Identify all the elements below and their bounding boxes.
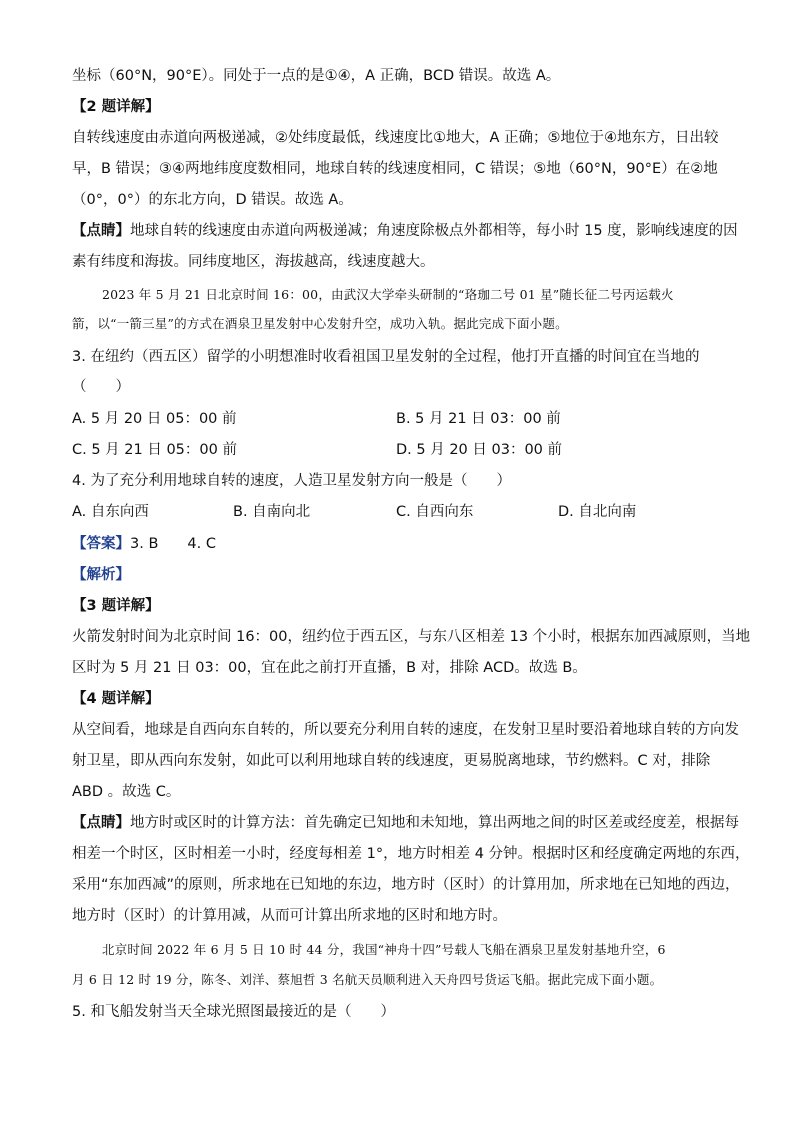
text-line: 相差一个时区，区时相差一小时，经度每相差 1°，地方时相差 4 分钟。根据时区和经度确定两地的东西， <box>72 846 750 862</box>
tip-text: 地方时或区时的计算方法：首先确定已知地和未知地，算出两地之间的时区差或经度差，根据每 <box>130 815 739 831</box>
answer-tag: 【答案】 <box>72 536 130 552</box>
section-heading: 【3 题详解】 <box>72 598 160 614</box>
q4-option-a: A. 自东向西 <box>72 504 149 520</box>
text-line: 区时为 5 月 21 日 03：00，宜在此之前打开直播，B 对，排除 ACD。故选 B。 <box>72 660 587 676</box>
text-line: 采用“东加西减”的原则，所求地在已知地的东边，地方时（区时）的计算用加，所求地在已知地的西边， <box>72 877 740 893</box>
analysis-heading: 【解析】 <box>72 567 130 583</box>
section-heading: 【4 题详解】 <box>72 691 160 707</box>
q3-option-a: A. 5 月 20 日 05：00 前 <box>72 411 237 427</box>
material-line: 箭，以“一箭三星”的方式在酒泉卫星发射中心发射升空，成功入轨。据此完成下面小题。 <box>72 316 568 331</box>
tip-line <box>72 813 739 833</box>
q4-option-c: C. 自西向东 <box>396 504 474 520</box>
text-line: 坐标（60°N，90°E）。同处于一点的是①④，A 正确，BCD 错误。故选 A。 <box>72 68 561 84</box>
question-4: 4. 为了充分利用地球自转的速度，人造卫星发射方向一般是（ ） <box>72 473 511 489</box>
material-line: 2023 年 5 月 21 日北京时间 16：00，由武汉大学牵头研制的“珞珈二号 01 星”随长征二号丙运载火 <box>102 287 674 302</box>
q4-option-d: D. 自北向南 <box>558 504 637 520</box>
question-3-bracket: （ ） <box>72 379 130 395</box>
material-line: 北京时间 2022 年 6 月 5 日 10 时 44 分，我国“神舟十四”号载人飞船在酒泉卫星发射基地升空，6 <box>102 942 666 957</box>
tip-tag: 【点睛】 <box>72 223 130 239</box>
q3-option-c: C. 5 月 21 日 05：00 前 <box>72 442 237 458</box>
section-heading: 【2 题详解】 <box>72 99 160 115</box>
answer-text: 3. B 4. C <box>130 536 216 552</box>
text-line: 火箭发射时间为北京时间 16：00，纽约位于西五区，与东八区相差 13 个小时，根据东加西减原则，当地 <box>72 629 751 645</box>
tip-tag: 【点睛】 <box>72 815 130 831</box>
question-5: 5. 和飞船发射当天全球光照图最接近的是（ ） <box>72 1004 395 1020</box>
text-line: （0°，0°）的东北方向，D 错误。故选 A。 <box>72 192 353 208</box>
text-line: 早，B 错误；③④两地纬度度数相同，地球自转的线速度相同，C 错误；⑤地（60°N，90°E）在②地 <box>72 161 718 177</box>
q3-option-d: D. 5 月 20 日 03：00 前 <box>396 442 563 458</box>
material-line: 月 6 日 12 时 19 分，陈冬、刘洋、蔡旭哲 3 名航天员顺利进入天舟四号货运飞船。据此完成下面小题。 <box>72 972 663 987</box>
q3-option-b: B. 5 月 21 日 03：00 前 <box>396 411 561 427</box>
text-line: 地方时（区时）的计算用减，从而可计算出所求地的区时和地方时。 <box>72 908 507 924</box>
text-line: ABD 。故选 C。 <box>72 784 181 800</box>
answer-line <box>72 534 216 554</box>
text-line: 射卫星，即从西向东发射，如此可以利用地球自转的线速度，更易脱离地球，节约燃料。C 对，排除 <box>72 753 711 769</box>
text-line: 自转线速度由赤道向两极递减，②处纬度最低，线速度比①地大，A 正确；⑤地位于④地东方，日出较 <box>72 130 719 146</box>
text-line: 从空间看，地球是自西向东自转的，所以要充分利用自转的速度，在发射卫星时要沿着地球自转的方向发 <box>72 722 739 738</box>
tip-text: 地球自转的线速度由赤道向两极递减；角速度除极点外都相等，每小时 15 度，影响线速度的因 <box>130 223 738 239</box>
q4-option-b: B. 自南向北 <box>233 504 311 520</box>
text-line: 素有纬度和海拔。同纬度地区，海拔越高，线速度越大。 <box>72 254 435 270</box>
tip-line <box>72 221 738 241</box>
question-3: 3. 在纽约（西五区）留学的小明想准时收看祖国卫星发射的全过程，他打开直播的时间宜在当地的 <box>72 349 700 365</box>
